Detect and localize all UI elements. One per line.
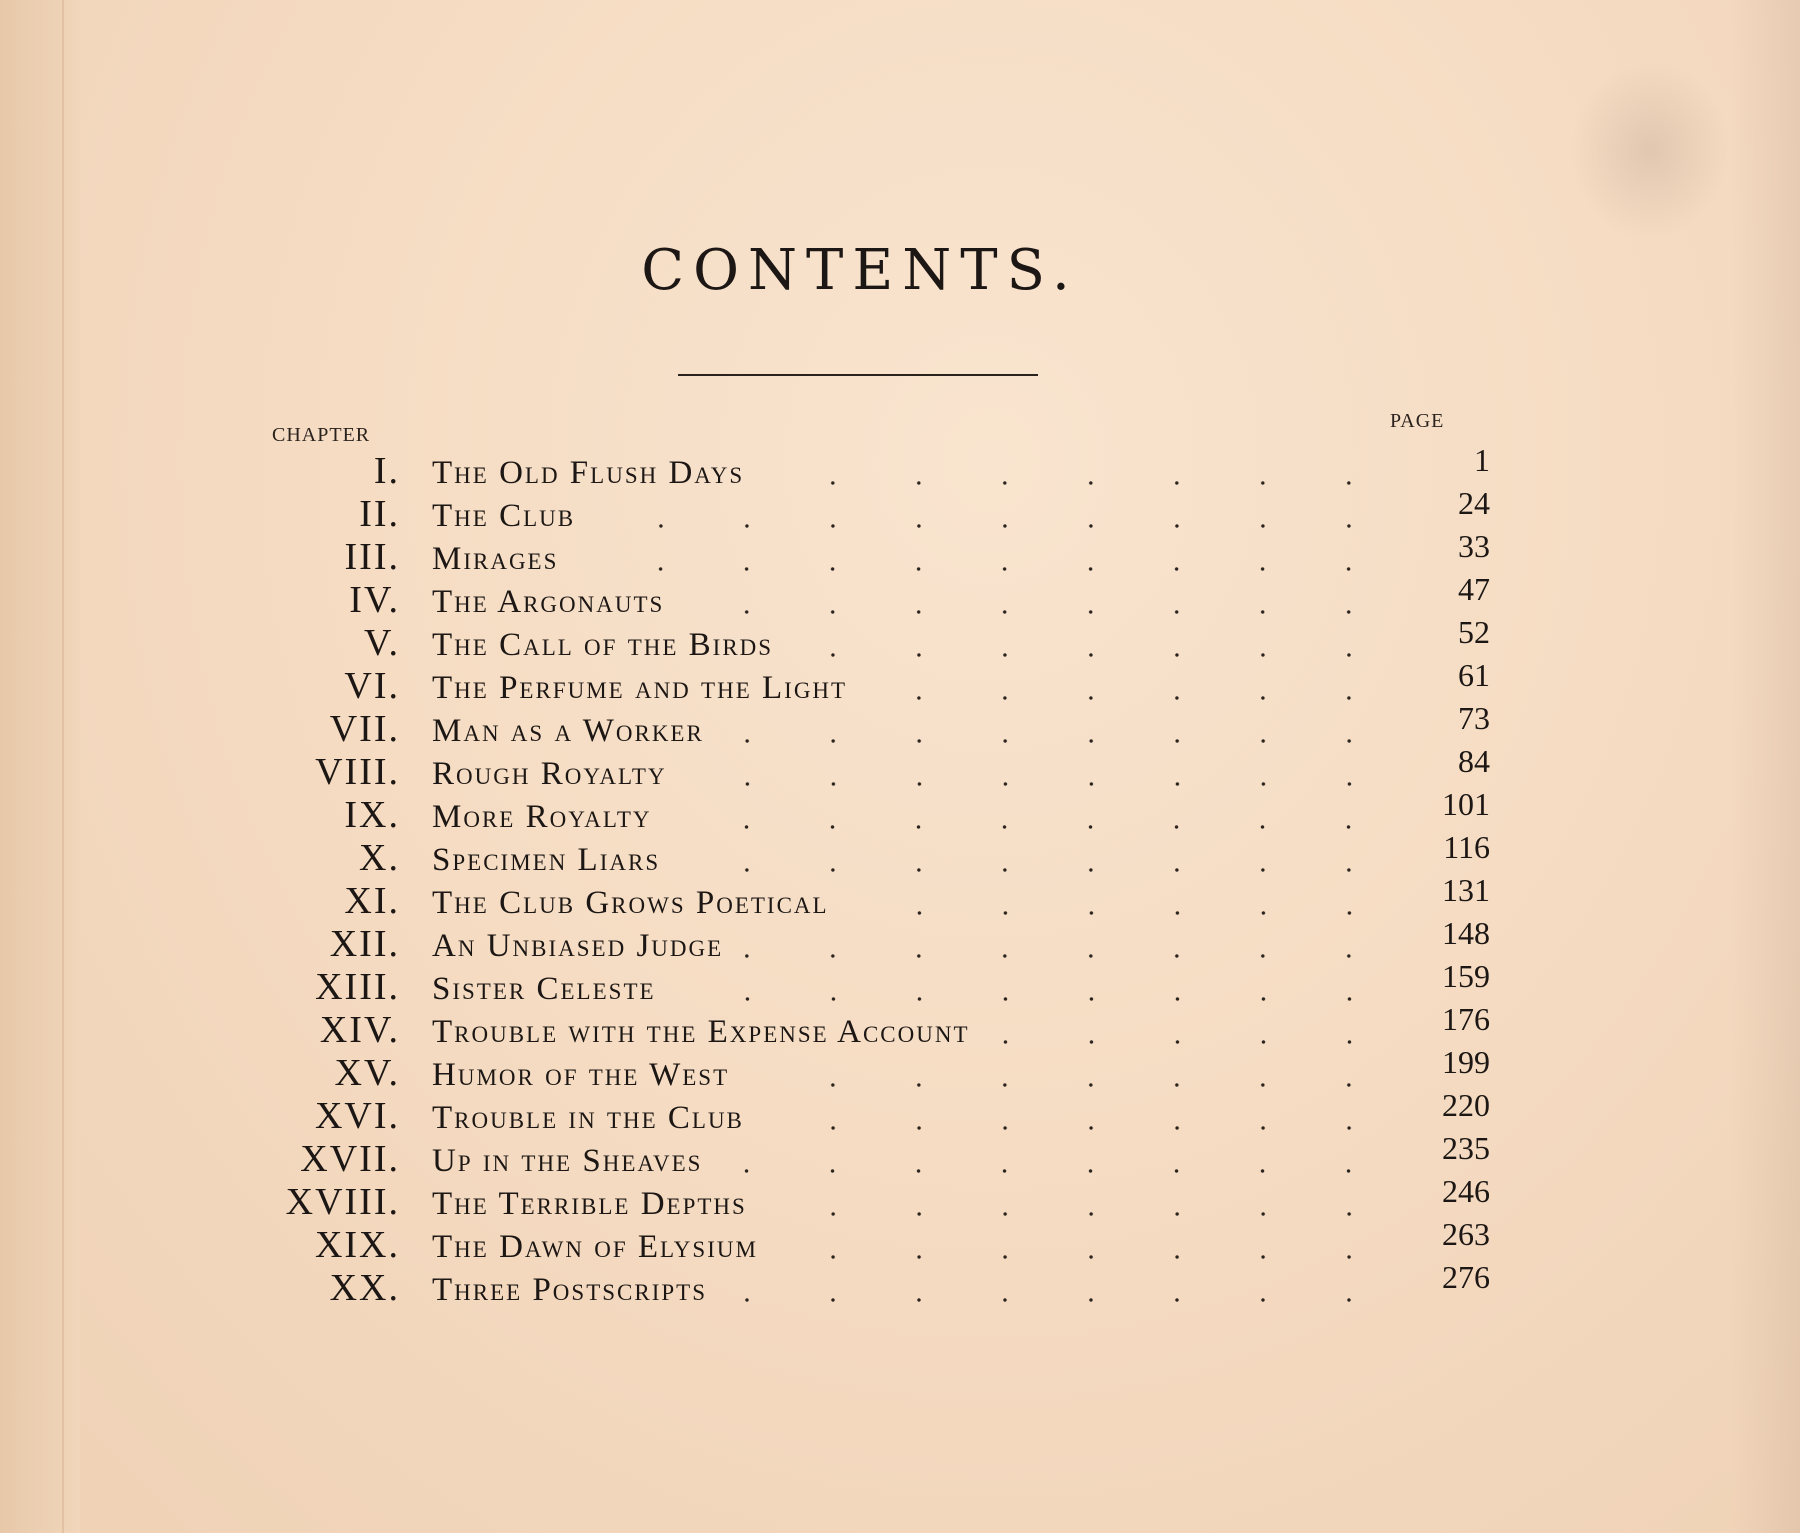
chapter-title: Mirages — [432, 541, 559, 577]
chapter-title: The Club Grows Poetical — [432, 885, 829, 921]
chapter-number: XIX. — [314, 1224, 400, 1266]
chapter-number: III. — [344, 536, 400, 578]
toc-entry[interactable] — [250, 829, 1490, 880]
toc-entry[interactable] — [250, 872, 1490, 923]
page-column-header: PAGE — [1390, 410, 1445, 432]
page-number: 61 — [1458, 657, 1490, 693]
dot-leader — [729, 1297, 1392, 1303]
toc-entry[interactable] — [250, 1130, 1490, 1181]
page-number: 199 — [1442, 1044, 1490, 1080]
chapter-title-cell — [432, 1140, 1420, 1183]
chapter-title-cell — [432, 1269, 1420, 1312]
chapter-title: Specimen Liars — [432, 842, 661, 878]
chapter-title-cell — [432, 1011, 1420, 1054]
chapter-title-cell — [432, 581, 1420, 624]
chapter-number: XVIII. — [285, 1181, 400, 1223]
chapter-number: XI. — [344, 880, 400, 922]
toc-entry[interactable] — [250, 614, 1490, 665]
page-number: 24 — [1458, 485, 1490, 521]
toc-entry[interactable] — [250, 915, 1490, 966]
dot-leader — [869, 695, 1392, 701]
chapter-column-header: CHAPTER — [272, 424, 371, 446]
toc-entry[interactable] — [250, 1087, 1490, 1138]
chapter-title-cell — [432, 1097, 1420, 1140]
chapter-number: V. — [363, 622, 400, 664]
chapter-number: XX. — [329, 1267, 400, 1309]
chapter-title-cell — [432, 538, 1420, 581]
chapter-title-cell — [432, 667, 1420, 710]
chapter-number: XV. — [334, 1052, 400, 1094]
chapter-title: The Perfume and the Light — [432, 670, 848, 706]
page-number: 263 — [1442, 1216, 1490, 1252]
chapter-title: More Royalty — [432, 799, 652, 835]
dot-leader — [795, 652, 1392, 658]
dot-leader — [992, 1039, 1392, 1045]
chapter-title: An Unbiased Judge — [432, 928, 724, 964]
chapter-number: IX. — [344, 794, 400, 836]
chapter-title: Up in the Sheaves — [432, 1143, 703, 1179]
dot-leader — [597, 523, 1392, 529]
dot-leader — [580, 566, 1392, 572]
chapter-number: X. — [359, 837, 400, 879]
dot-leader — [851, 910, 1392, 916]
dot-leader — [766, 1125, 1392, 1131]
page-number: 84 — [1458, 743, 1490, 779]
chapter-title: Three Postscripts — [432, 1272, 708, 1308]
chapter-title-cell — [432, 968, 1420, 1011]
chapter-title: Rough Royalty — [432, 756, 667, 792]
chapter-number: VI. — [344, 665, 400, 707]
chapter-title-cell — [432, 839, 1420, 882]
chapter-title-cell — [432, 1183, 1420, 1226]
chapter-number: II. — [359, 493, 400, 535]
page-number: 131 — [1442, 872, 1490, 908]
chapter-number: VII. — [329, 708, 400, 750]
chapter-title-cell — [432, 452, 1420, 495]
page-number: 52 — [1458, 614, 1490, 650]
chapter-title-cell — [432, 753, 1420, 796]
dot-leader — [678, 996, 1392, 1002]
page-number: 235 — [1442, 1130, 1490, 1166]
page-number: 246 — [1442, 1173, 1490, 1209]
chapter-title: Trouble in the Club — [432, 1100, 744, 1136]
chapter-number: I. — [373, 450, 400, 492]
dot-leader — [751, 1082, 1392, 1088]
chapter-title-cell — [432, 1054, 1420, 1097]
chapter-title-cell — [432, 882, 1420, 925]
chapter-number: XVII. — [300, 1138, 400, 1180]
chapter-title: The Old Flush Days — [432, 455, 745, 491]
dot-leader — [682, 867, 1392, 873]
chapter-number: XII. — [329, 923, 400, 965]
toc-entry[interactable] — [250, 786, 1490, 837]
toc-entry[interactable] — [250, 743, 1490, 794]
chapter-number: XVI. — [314, 1095, 400, 1137]
chapter-number: VIII. — [315, 751, 400, 793]
page-number: 101 — [1442, 786, 1490, 822]
chapter-title: Humor of the West — [432, 1057, 730, 1093]
page-smudge — [1570, 60, 1730, 240]
chapter-title-cell — [432, 796, 1420, 839]
title-rule — [678, 374, 1038, 376]
chapter-title-cell — [432, 495, 1420, 538]
toc-entry[interactable] — [250, 700, 1490, 751]
chapter-title-cell — [432, 925, 1420, 968]
page-number: 33 — [1458, 528, 1490, 564]
chapter-title: The Terrible Depths — [432, 1186, 747, 1222]
chapter-title: Sister Celeste — [432, 971, 656, 1007]
toc-entry[interactable] — [250, 442, 1490, 493]
toc-entry[interactable] — [250, 958, 1490, 1009]
chapter-title: The Argonauts — [432, 584, 665, 620]
dot-leader — [766, 480, 1392, 486]
book-gutter — [0, 0, 80, 1533]
page-number: 148 — [1442, 915, 1490, 951]
chapter-title-cell — [432, 624, 1420, 667]
table-of-contents — [250, 442, 1490, 1310]
page-number: 47 — [1458, 571, 1490, 607]
toc-entry[interactable] — [250, 657, 1490, 708]
chapter-number: XIV. — [319, 1009, 400, 1051]
dot-leader — [726, 738, 1392, 744]
chapter-title: The Call of the Birds — [432, 627, 774, 663]
chapter-title: Man as a Worker — [432, 713, 704, 749]
dot-leader — [689, 781, 1392, 787]
page-edge-shadow — [1730, 0, 1800, 1533]
chapter-title: The Club — [432, 498, 576, 534]
gutter-fold-line — [62, 0, 64, 1533]
page-number: 220 — [1442, 1087, 1490, 1123]
dot-leader — [673, 824, 1392, 830]
toc-entry[interactable] — [250, 528, 1490, 579]
page-number: 159 — [1442, 958, 1490, 994]
page-number: 276 — [1442, 1259, 1490, 1295]
page-number: 73 — [1458, 700, 1490, 736]
toc-entry[interactable] — [250, 1259, 1490, 1310]
dot-leader — [724, 1168, 1392, 1174]
dot-leader — [686, 609, 1392, 615]
toc-entry[interactable] — [250, 485, 1490, 536]
chapter-title-cell — [432, 1226, 1420, 1269]
chapter-number: IV. — [349, 579, 400, 621]
chapter-title-cell — [432, 710, 1420, 753]
toc-entry[interactable] — [250, 571, 1490, 622]
toc-entry[interactable] — [250, 1001, 1490, 1052]
page-number: 116 — [1443, 829, 1490, 865]
page-title: CONTENTS. — [641, 238, 1079, 303]
dot-leader — [780, 1254, 1392, 1260]
dot-leader — [769, 1211, 1392, 1217]
page-number: 1 — [1474, 442, 1490, 478]
chapter-title: The Dawn of Elysium — [432, 1229, 758, 1265]
toc-entry[interactable] — [250, 1044, 1490, 1095]
toc-entry[interactable] — [250, 1173, 1490, 1224]
toc-entry[interactable] — [250, 1216, 1490, 1267]
page-number: 176 — [1442, 1001, 1490, 1037]
chapter-number: XIII. — [315, 966, 400, 1008]
dot-leader — [745, 953, 1392, 959]
chapter-title: Trouble with the Expense Account — [432, 1014, 970, 1050]
